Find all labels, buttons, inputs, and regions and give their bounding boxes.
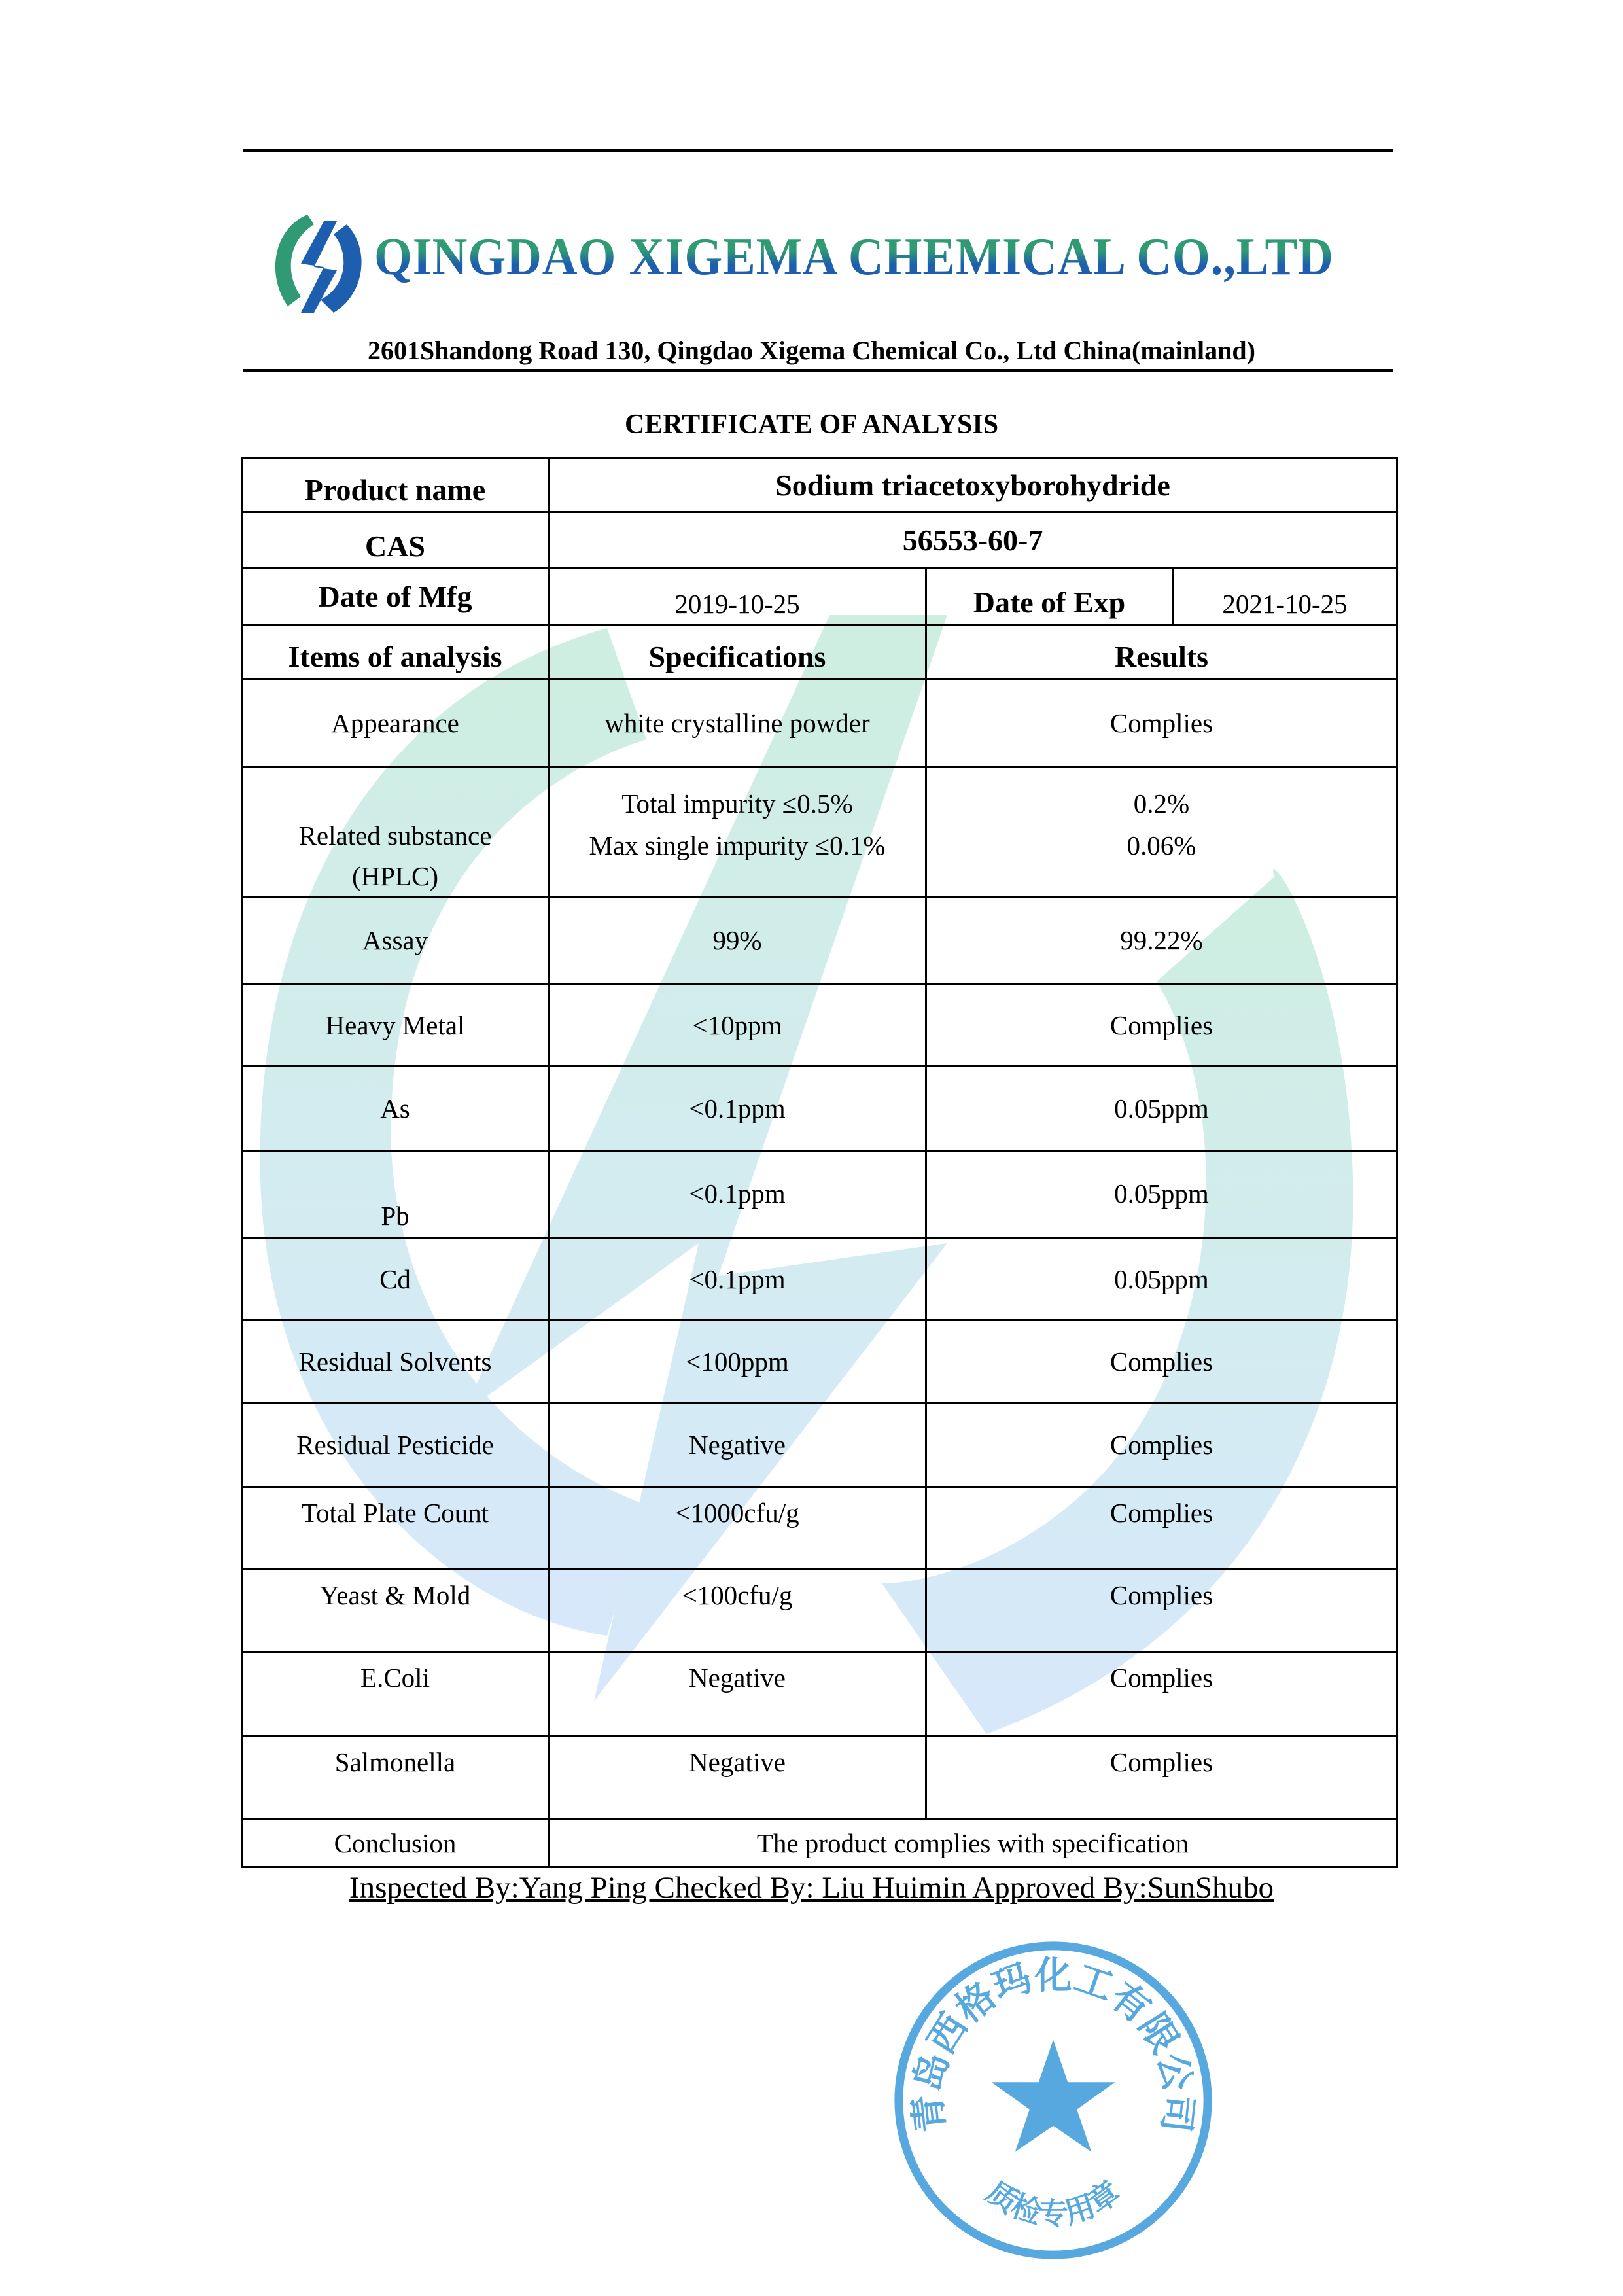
spec-cell: <100ppm	[549, 1320, 926, 1403]
item-cell: Residual Solvents	[242, 1320, 549, 1403]
table-row	[242, 1238, 1397, 1320]
item-cell: As	[242, 1067, 549, 1151]
table-row	[242, 1487, 1397, 1570]
result-cell: Complies	[926, 1320, 1397, 1403]
cas-label: CAS	[242, 512, 549, 569]
spec-line: Max single impurity ≤0.1%	[589, 830, 886, 860]
item-cell	[242, 768, 549, 897]
item-cell: Residual Pesticide	[242, 1403, 549, 1487]
item-cell: Heavy Metal	[242, 984, 549, 1067]
spec-cell: 99%	[549, 897, 926, 984]
result-cell: Complies	[926, 1737, 1397, 1819]
table-row	[242, 1652, 1397, 1737]
cas-row	[242, 512, 1397, 569]
table-row	[242, 679, 1397, 768]
result-cell: Complies	[926, 1403, 1397, 1487]
item-line: Related substance	[298, 821, 492, 851]
spec-cell	[549, 768, 926, 897]
result-cell: Complies	[926, 984, 1397, 1067]
product-name-value: Sodium triacetoxyborohydride	[549, 458, 1397, 512]
conclusion-row	[242, 1819, 1397, 1867]
stamp-text: 青岛西格玛化工有限公司	[905, 1953, 1202, 2135]
result-cell: Complies	[926, 1652, 1397, 1737]
item-cell: Cd	[242, 1238, 549, 1320]
result-cell	[926, 768, 1397, 897]
item-cell: Salmonella	[242, 1737, 549, 1819]
table-row	[242, 1320, 1397, 1403]
item-cell: Assay	[242, 897, 549, 984]
svg-text:质检专用章	[980, 2174, 1126, 2231]
address-rule	[243, 369, 1393, 372]
table-row	[242, 897, 1397, 984]
analysis-table	[241, 457, 1398, 1868]
result-cell: 0.05ppm	[926, 1067, 1397, 1151]
table-row	[242, 1151, 1397, 1238]
spec-cell: <10ppm	[549, 984, 926, 1067]
document-title: CERTIFICATE OF ANALYSIS	[624, 410, 999, 440]
spec-cell: white crystalline powder	[549, 679, 926, 768]
results-header: Results	[926, 625, 1397, 679]
mfg-date-value: 2019-10-25	[549, 569, 926, 625]
result-cell: 0.05ppm	[926, 1238, 1397, 1320]
spec-cell: <0.1ppm	[549, 1151, 926, 1238]
result-line: 0.06%	[1126, 830, 1196, 860]
table-row	[242, 1067, 1397, 1151]
product-name-label: Product name	[242, 458, 549, 512]
spec-cell: <0.1ppm	[549, 1067, 926, 1151]
conclusion-label: Conclusion	[242, 1819, 549, 1867]
result-cell: 0.05ppm	[926, 1151, 1397, 1238]
item-cell: Pb	[242, 1151, 549, 1238]
company-address: 2601Shandong Road 130, Qingdao Xigema Chemical Co., Ltd China(mainland)	[368, 336, 1255, 365]
items-header: Items of analysis	[242, 625, 549, 679]
result-cell: Complies	[926, 679, 1397, 768]
exp-date-value: 2021-10-25	[1173, 569, 1397, 625]
mfg-date-label: Date of Mfg	[242, 569, 549, 625]
item-cell: Appearance	[242, 679, 549, 768]
logo-mark-icon	[262, 208, 373, 319]
spec-cell: Negative	[549, 1403, 926, 1487]
table-row	[242, 1570, 1397, 1652]
table-row	[242, 1737, 1397, 1819]
table-row	[242, 984, 1397, 1067]
spec-cell: <1000cfu/g	[549, 1487, 926, 1570]
product-name-row	[242, 458, 1397, 512]
dates-row	[242, 569, 1397, 625]
item-cell: Total Plate Count	[242, 1487, 549, 1570]
item-cell: E.Coli	[242, 1652, 549, 1737]
cas-value: 56553-60-7	[549, 512, 1397, 569]
top-rule	[243, 149, 1393, 152]
company-logo	[262, 208, 1400, 319]
company-seal-stamp	[890, 1937, 1217, 2264]
column-header-row	[242, 625, 1397, 679]
result-line: 0.2%	[1133, 788, 1190, 819]
exp-date-label: Date of Exp	[926, 569, 1173, 625]
star-icon	[992, 2040, 1115, 2151]
company-logo-text: QINGDAO XIGEMA CHEMICAL CO.,LTD	[374, 228, 1334, 286]
table-row	[242, 768, 1397, 897]
conclusion-text: The product complies with specification	[549, 1819, 1397, 1867]
result-cell: Complies	[926, 1570, 1397, 1652]
item-cell: Yeast & Mold	[242, 1570, 549, 1652]
spec-cell: Negative	[549, 1737, 926, 1819]
signatures-line: Inspected By:Yang Ping Checked By: Liu Huimin Approved By:SunShubo	[349, 1871, 1274, 1905]
stamp-bottom-text: 质检专用章	[980, 2174, 1126, 2232]
table-row	[242, 1403, 1397, 1487]
spec-cell: <0.1ppm	[549, 1238, 926, 1320]
item-line: (HPLC)	[351, 861, 439, 891]
result-cell: 99.22%	[926, 897, 1397, 984]
spec-line: Total impurity ≤0.5%	[621, 788, 853, 819]
result-cell: Complies	[926, 1487, 1397, 1570]
spec-cell: <100cfu/g	[549, 1570, 926, 1652]
spec-cell: Negative	[549, 1652, 926, 1737]
specifications-header: Specifications	[549, 625, 926, 679]
